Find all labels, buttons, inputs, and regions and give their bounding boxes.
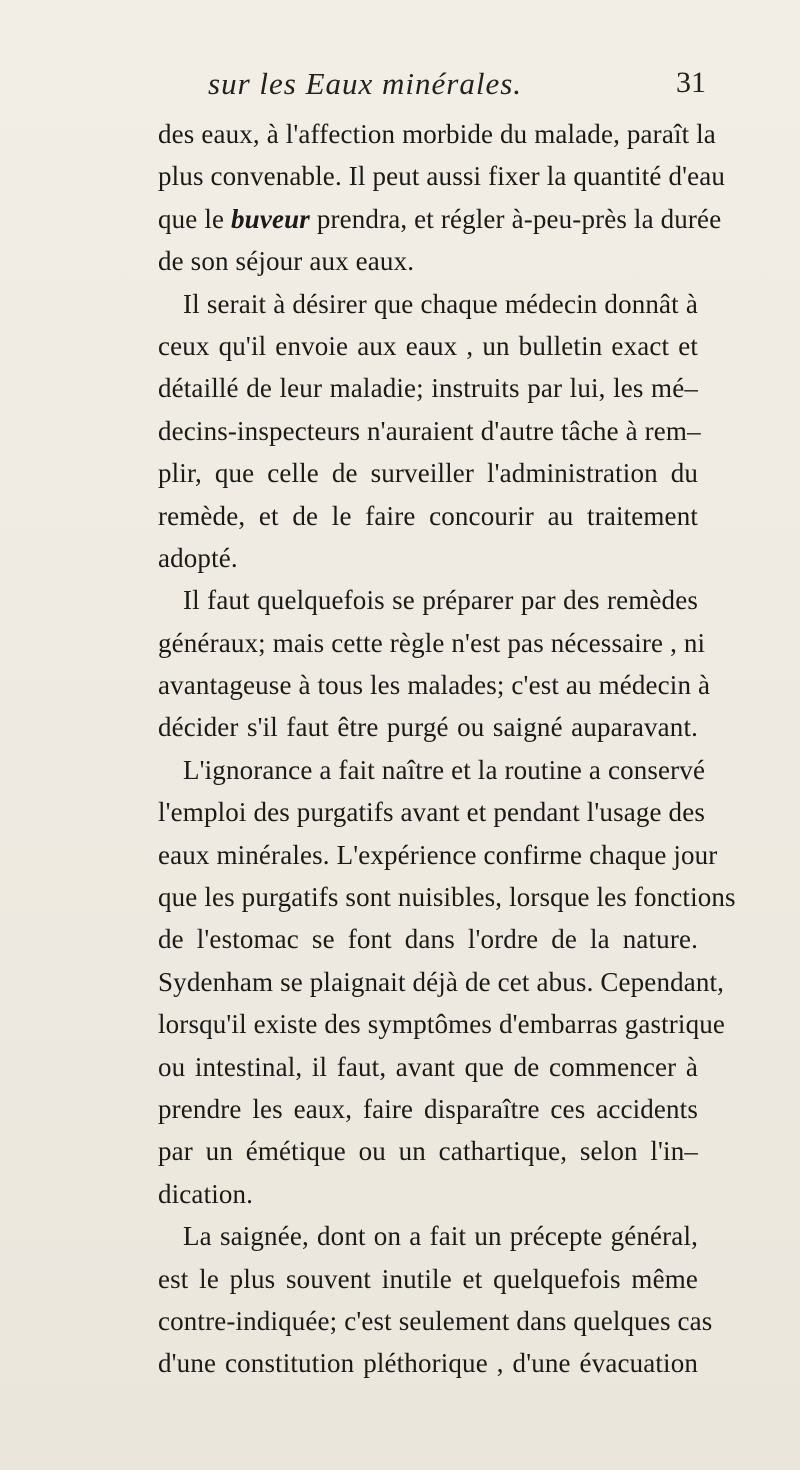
text-line: ou intestinal, il faut, avant que de commencer à (158, 1051, 698, 1082)
text-line: de son séjour aux eaux. (158, 246, 415, 277)
text-line: prendre les eaux, faire disparaître ces accidents (158, 1093, 698, 1124)
text-line: détaillé de leur maladie; instruits par lui, les mé– (158, 373, 698, 404)
running-head (0, 66, 800, 106)
text-line: décider s'il faut être purgé ou saigné auparavant. (158, 712, 698, 743)
text-line: remède, et de le faire concourir au traitement (158, 500, 698, 531)
text-line: de l'estomac se font dans l'ordre de la nature. (158, 924, 698, 955)
running-title: sur les Eaux minérales. (208, 66, 523, 101)
text-line: adopté. (158, 542, 238, 573)
text-line: que les purgatifs sont nuisibles, lorsque les fonctions (158, 882, 736, 913)
text-line: par un émétique ou un cathartique, selon l'in– (158, 1136, 698, 1167)
text-line: L'ignorance a fait naître et la routine a conservé (183, 754, 706, 785)
text-line: Sydenham se plaignait déjà de cet abus. Cependant, (158, 966, 725, 997)
paragraph-start-line: Il serait à désirer que chaque médecin donnât à (183, 288, 698, 319)
text-line: lorsqu'il existe des symptômes d'embarras gastrique (158, 1009, 726, 1040)
text-line: ceux qu'il envoie aux eaux , un bulletin exact et (158, 330, 698, 361)
text-line: généraux; mais cette règle n'est pas nécessaire , ni (158, 627, 706, 658)
text-line: dication. (158, 1178, 254, 1209)
text-fragment: prendra, et régler à-peu-près la durée (316, 203, 722, 234)
body-text (158, 113, 736, 1385)
text-line (158, 198, 722, 240)
page-number: 31 (676, 66, 706, 99)
text-line: decins-inspecteurs n'auraient d'autre tâche à rem– (158, 415, 701, 446)
text-line: plus convenable. Il peut aussi fixer la quantité d'eau (158, 161, 726, 192)
text-line: eaux minérales. L'expérience confirme chaque jour (158, 839, 718, 870)
text-line: d'une constitution pléthorique , d'une évacuation (158, 1348, 698, 1379)
text-fragment: que le (158, 203, 225, 234)
text-line: est le plus souvent inutile et quelquefois même (158, 1263, 698, 1294)
text-line: avantageuse à tous les malades; c'est au médecin à (158, 670, 711, 701)
paragraph-start-line: La saignée, dont on a fait un précepte général, (183, 1221, 698, 1252)
text-line: contre-indiquée; c'est seulement dans quelques cas (158, 1305, 713, 1336)
text-line: plir, que celle de surveiller l'administration du (158, 458, 698, 489)
emphasized-word: buveur (231, 203, 310, 234)
text-line: des eaux, à l'affection morbide du malade, paraît la (158, 119, 716, 149)
text-line: l'emploi des purgatifs avant et pendant l'usage des (158, 797, 705, 828)
paragraph-start-line: Il faut quelquefois se préparer par des remèdes (183, 585, 698, 616)
